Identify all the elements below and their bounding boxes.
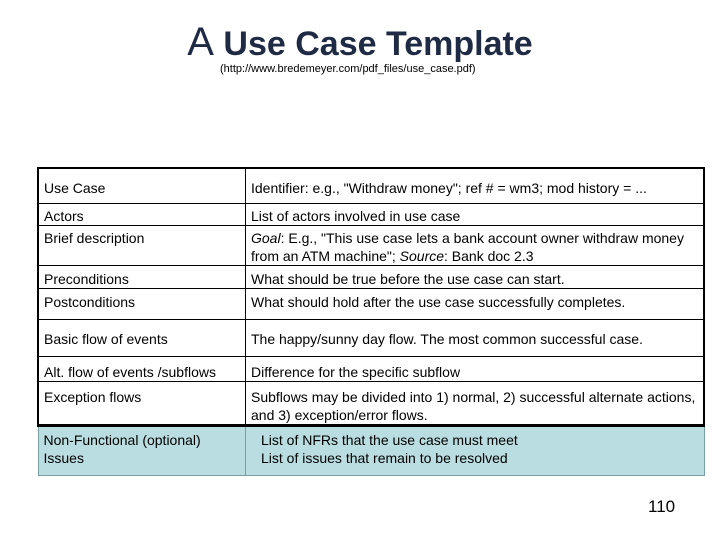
- title-letter: A: [187, 20, 214, 64]
- source-label: Source: [399, 248, 445, 264]
- table-row: [38, 289, 704, 320]
- row-label: Actors: [38, 204, 246, 226]
- nonfunctional-value: List of NFRs that the use case must meet: [261, 432, 518, 448]
- table-row: [38, 226, 704, 266]
- page-number: 110: [648, 497, 676, 516]
- source-text: : Bank doc 2.3: [444, 248, 534, 264]
- row-value: Subflows may be divided into 1) normal, 2) successful alternate actions, and 3) exception/error flows.: [246, 382, 705, 426]
- slide-title: [0, 22, 720, 64]
- row-value: What should be true before the use case can start.: [246, 266, 705, 289]
- row-value: Difference for the specific subflow: [246, 357, 705, 382]
- row-value: What should hold after the use case successfully completes.: [246, 289, 705, 320]
- issues-label: Issues: [43, 450, 84, 466]
- row-value: The happy/sunny day flow. The most common successful case.: [246, 320, 705, 357]
- row-label: Preconditions: [38, 266, 246, 289]
- row-value: [246, 226, 705, 266]
- table-row: [38, 266, 704, 289]
- goal-text: : E.g., "This use case lets a bank account owner withdraw money from an ATM machine";: [251, 230, 684, 264]
- row-label: Use Case: [38, 168, 246, 204]
- title-text: Use Case Template: [223, 25, 533, 63]
- row-value: List of actors involved in use case: [246, 204, 705, 226]
- row-label: Postconditions: [38, 289, 246, 320]
- use-case-table: [37, 167, 705, 476]
- row-value: [246, 426, 705, 476]
- table-row: [38, 320, 704, 357]
- nonfunctional-label: Non-Functional (optional): [43, 432, 201, 448]
- table-row: [38, 357, 704, 382]
- table-row-nonfunctional-issues: [38, 426, 704, 476]
- table-row: [38, 382, 704, 426]
- row-label: Alt. flow of events /subflows: [38, 357, 246, 382]
- row-label: [38, 426, 246, 476]
- table-row: [38, 204, 704, 226]
- source-url: (http://www.bredemeyer.com/pdf_files/use_case.pdf): [220, 63, 476, 75]
- goal-label: Goal: [251, 230, 281, 246]
- row-value: Identifier: e.g., "Withdraw money"; ref # = wm3; mod history = ...: [246, 168, 705, 204]
- issues-value: List of issues that remain to be resolved: [261, 450, 508, 466]
- row-label: Brief description: [38, 226, 246, 266]
- row-label: Exception flows: [38, 382, 246, 426]
- table-row: [38, 168, 704, 204]
- row-label: Basic flow of events: [38, 320, 246, 357]
